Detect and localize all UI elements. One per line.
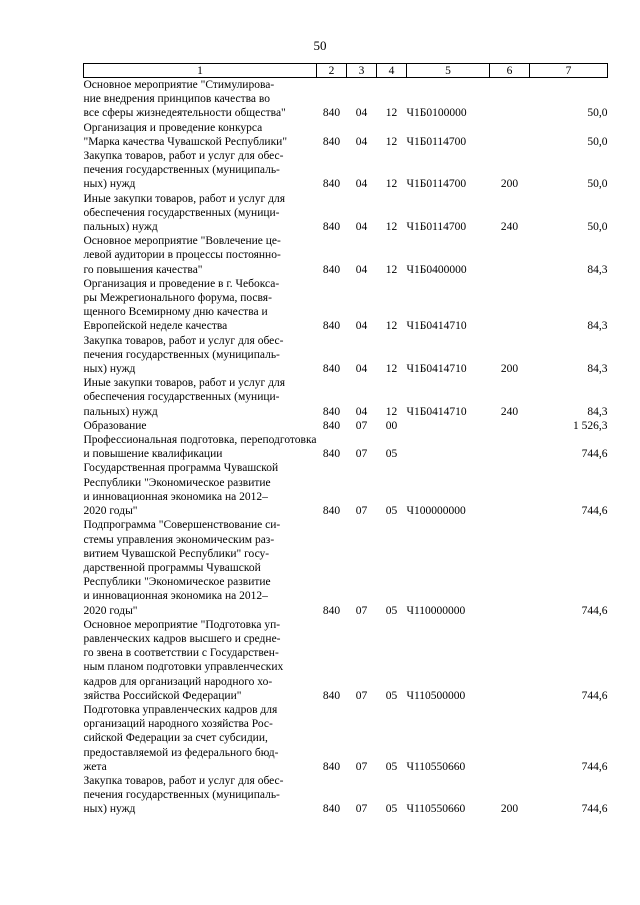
row-cell-c6 <box>490 618 530 703</box>
column-header-1: 1 <box>84 64 317 78</box>
column-header-2: 2 <box>317 64 347 78</box>
row-cell-c3: 07 <box>355 419 368 432</box>
column-header-7: 7 <box>530 64 608 78</box>
row-cell-c7: 50,0 <box>587 107 608 120</box>
row-cell-c5: Ч1Б0414710 <box>406 320 467 333</box>
row-name-line: Иные закупки товаров, работ и услуг для <box>83 377 285 390</box>
row-cell-c5: Ч1Б0400000 <box>406 263 467 276</box>
table-row <box>84 334 608 377</box>
row-name <box>84 121 317 149</box>
row-cell-c2: 840 <box>322 405 341 418</box>
row-cell-c4: 05 <box>385 604 398 617</box>
row-cell-c5: Ч110000000 <box>406 604 466 617</box>
row-name <box>84 518 317 617</box>
row-name <box>84 461 317 518</box>
row-cell-c2: 840 <box>322 178 341 191</box>
row-cell-c2: 840 <box>322 760 341 773</box>
row-cell-c3: 07 <box>355 505 368 518</box>
column-header-6: 6 <box>490 64 530 78</box>
row-name-line: дарственной программы Чувашской <box>83 561 261 574</box>
row-cell-c4: 12 <box>385 405 398 418</box>
row-cell-c5: Ч1Б0414710 <box>406 405 467 418</box>
row-name-line: все сферы жизнедеятельности общества" <box>83 107 286 120</box>
row-name-line: "Марка качества Чувашской Республики" <box>83 135 288 148</box>
row-name-line: жета <box>83 760 107 773</box>
column-header-4: 4 <box>377 64 407 78</box>
row-cell-c6 <box>490 703 530 774</box>
row-name-line: кадров для организаций народного хо- <box>83 675 273 688</box>
table-row <box>84 774 608 817</box>
row-cell-c4: 05 <box>385 689 398 702</box>
row-name-line: Подпрограмма "Совершенствование си- <box>83 519 281 532</box>
row-cell-c7: 84,3 <box>587 405 608 418</box>
row-name-line: ным планом подготовки управленческих <box>83 661 284 674</box>
row-cell-c6: 240 <box>500 221 519 234</box>
row-cell-c6 <box>490 277 530 334</box>
row-cell-c4: 05 <box>385 448 398 461</box>
row-name <box>84 277 317 334</box>
row-name-line: обеспечения государственных (муници- <box>83 206 280 219</box>
row-name-line: Основное мероприятие "Вовлечение це- <box>83 235 281 248</box>
row-cell-c7: 84,3 <box>587 363 608 376</box>
row-name <box>84 703 317 774</box>
row-cell-c6 <box>490 461 530 518</box>
row-name-line: Основное мероприятие "Стимулирова- <box>83 79 275 91</box>
row-cell-c2: 840 <box>322 107 341 120</box>
table-row <box>84 703 608 774</box>
row-cell-c3: 07 <box>355 803 368 816</box>
table-row <box>84 376 608 419</box>
row-name <box>84 774 317 817</box>
column-header-5: 5 <box>407 64 490 78</box>
row-cell-c3: 04 <box>355 135 368 148</box>
table-row <box>84 234 608 277</box>
row-cell-c3: 07 <box>355 448 368 461</box>
row-cell-c6 <box>490 433 530 461</box>
row-cell-c5 <box>407 433 490 461</box>
row-name-line: пальных) нужд <box>83 405 158 418</box>
row-name-line: равленческих кадров высшего и средне- <box>83 632 281 645</box>
row-name-line: ние внедрения принципов качества во <box>83 93 270 106</box>
row-name-line: Профессиональная подготовка, переподготовка и повышение квалификации <box>83 434 317 461</box>
row-cell-c7: 84,3 <box>587 263 608 276</box>
row-cell-c6 <box>490 234 530 277</box>
row-cell-c5 <box>407 419 490 433</box>
table-row <box>84 121 608 149</box>
row-cell-c7: 50,0 <box>587 221 608 234</box>
row-name-line: печения государственных (муниципаль- <box>83 789 280 802</box>
row-name-line: ных) нужд <box>83 803 136 816</box>
row-cell-c7: 744,6 <box>581 803 608 816</box>
row-cell-c3: 04 <box>355 178 368 191</box>
row-cell-c6: 200 <box>500 178 519 191</box>
row-cell-c4: 12 <box>385 107 398 120</box>
row-cell-c5: Ч1Б0114700 <box>406 135 467 148</box>
row-name-line: Закупка товаров, работ и услуг для обес- <box>83 150 284 163</box>
row-name <box>84 376 317 419</box>
row-cell-c2: 840 <box>322 135 341 148</box>
row-cell-c4: 05 <box>385 760 398 773</box>
row-name-line: го звена в соответствии с Государствен- <box>83 647 279 660</box>
row-cell-c4: 05 <box>385 803 398 816</box>
row-cell-c4: 12 <box>385 263 398 276</box>
row-cell-c3: 07 <box>355 760 368 773</box>
row-name-line: Республики "Экономическое развитие <box>83 576 271 589</box>
column-header-3: 3 <box>347 64 377 78</box>
table-row <box>84 518 608 617</box>
table-row <box>84 419 608 433</box>
row-cell-c6 <box>490 121 530 149</box>
row-cell-c7: 744,6 <box>581 760 608 773</box>
row-name-line: Образование <box>83 419 147 432</box>
row-cell-c5: Ч110550660 <box>406 803 466 816</box>
row-cell-c5: Ч1Б0414710 <box>406 363 467 376</box>
row-name-line: ных) нужд <box>83 178 136 191</box>
row-name-line: сийской Федерации за счет субсидии, <box>83 732 268 745</box>
row-name-line: организаций народного хозяйства Рос- <box>83 718 273 731</box>
table-row <box>84 461 608 518</box>
row-cell-c5: Ч1Б0114700 <box>406 221 467 234</box>
row-name-line: Республики "Экономическое развитие <box>83 476 271 489</box>
row-cell-c5: Ч1Б0100000 <box>406 107 467 120</box>
row-cell-c4: 12 <box>385 363 398 376</box>
table-body <box>84 78 608 817</box>
row-cell-c6: 200 <box>500 803 519 816</box>
row-cell-c6: 240 <box>500 405 519 418</box>
row-name-line: Подготовка управленческих кадров для <box>83 703 278 716</box>
row-name <box>84 234 317 277</box>
row-cell-c4: 12 <box>385 178 398 191</box>
row-cell-c5: Ч100000000 <box>406 505 466 518</box>
row-cell-c7: 84,3 <box>587 320 608 333</box>
row-name-line: стемы управления экономическим раз- <box>83 533 275 546</box>
row-cell-c2: 840 <box>322 363 341 376</box>
row-name-line: Закупка товаров, работ и услуг для обес- <box>83 774 284 787</box>
table-header-row <box>84 64 608 78</box>
row-name-line: ры Межрегионального форума, посвя- <box>83 292 272 305</box>
row-name <box>84 192 317 235</box>
row-name-line: 2020 годы" <box>83 604 138 617</box>
row-name <box>84 149 317 192</box>
row-cell-c6: 200 <box>500 363 519 376</box>
table-row <box>84 618 608 703</box>
row-cell-c5: Ч1Б0114700 <box>406 178 467 191</box>
row-name-line: пальных) нужд <box>83 221 158 234</box>
row-name-line: Основное мероприятие "Подготовка уп- <box>83 618 281 631</box>
row-cell-c4: 00 <box>385 419 398 432</box>
row-name <box>84 334 317 377</box>
row-cell-c2: 840 <box>322 221 341 234</box>
row-cell-c2: 840 <box>322 803 341 816</box>
row-cell-c2: 840 <box>322 263 341 276</box>
row-name-line: 2020 годы" <box>83 505 138 518</box>
row-cell-c2: 840 <box>322 505 341 518</box>
table-row <box>84 277 608 334</box>
row-name-line: Закупка товаров, работ и услуг для обес- <box>83 334 284 347</box>
row-cell-c2: 840 <box>322 320 341 333</box>
row-cell-c7: 744,6 <box>581 604 608 617</box>
row-name <box>84 618 317 703</box>
row-name-line: Государственная программа Чувашской <box>83 462 279 475</box>
row-name-line: Организация и проведение в г. Чебокса- <box>83 277 280 290</box>
row-cell-c2: 840 <box>322 448 341 461</box>
row-cell-c6 <box>490 78 530 121</box>
row-name-line: предоставляемой из федерального бюд- <box>83 746 279 759</box>
row-name-line: обеспечения государственных (муници- <box>83 391 280 404</box>
row-cell-c4: 12 <box>385 135 398 148</box>
row-cell-c4: 12 <box>385 320 398 333</box>
row-name-line: печения государственных (муниципаль- <box>83 348 280 361</box>
budget-table <box>83 63 608 817</box>
row-cell-c2: 840 <box>322 689 341 702</box>
row-cell-c3: 04 <box>355 320 368 333</box>
row-cell-c2: 840 <box>322 604 341 617</box>
row-cell-c7: 50,0 <box>587 178 608 191</box>
table-row <box>84 433 608 461</box>
row-cell-c2: 840 <box>322 419 341 432</box>
table-row <box>84 192 608 235</box>
row-cell-c4: 05 <box>385 505 398 518</box>
row-name-line: и инновационная экономика на 2012– <box>83 590 268 603</box>
row-name-line: и инновационная экономика на 2012– <box>83 490 268 503</box>
row-name-line: печения государственных (муниципаль- <box>83 164 280 177</box>
row-name-line: щенного Всемирному дню качества и <box>83 306 268 319</box>
table-row <box>84 78 608 121</box>
row-cell-c3: 04 <box>355 405 368 418</box>
page-number: 50 <box>313 38 327 53</box>
row-cell-c7: 744,6 <box>581 448 608 461</box>
row-name-line: витием Чувашской Республики" госу- <box>83 547 270 560</box>
row-cell-c3: 04 <box>355 221 368 234</box>
row-cell-c4: 12 <box>385 221 398 234</box>
row-cell-c3: 07 <box>355 604 368 617</box>
row-name-line: го повышения качества" <box>83 263 203 276</box>
row-name-line: ных) нужд <box>83 363 136 376</box>
row-name-line: зяйства Российской Федерации" <box>83 689 242 702</box>
row-cell-c7: 744,6 <box>581 689 608 702</box>
row-cell-c6 <box>490 419 530 433</box>
row-name-line: Иные закупки товаров, работ и услуг для <box>83 192 285 205</box>
row-cell-c3: 04 <box>355 107 368 120</box>
row-name <box>84 78 317 121</box>
row-cell-c7: 744,6 <box>581 505 608 518</box>
row-name <box>84 433 317 461</box>
row-cell-c7: 1 526,3 <box>573 419 608 432</box>
row-name-line: Организация и проведение конкурса <box>83 121 263 134</box>
row-cell-c5: Ч110500000 <box>406 689 466 702</box>
row-name-line: левой аудитории в процессы постоянно- <box>83 249 281 262</box>
row-name <box>84 419 317 433</box>
row-cell-c3: 07 <box>355 689 368 702</box>
row-cell-c7: 50,0 <box>587 135 608 148</box>
row-cell-c3: 04 <box>355 363 368 376</box>
row-cell-c6 <box>490 518 530 617</box>
table-row <box>84 149 608 192</box>
row-cell-c3: 04 <box>355 263 368 276</box>
row-name-line: Европейской неделе качества <box>83 320 228 333</box>
row-cell-c5: Ч110550660 <box>406 760 466 773</box>
